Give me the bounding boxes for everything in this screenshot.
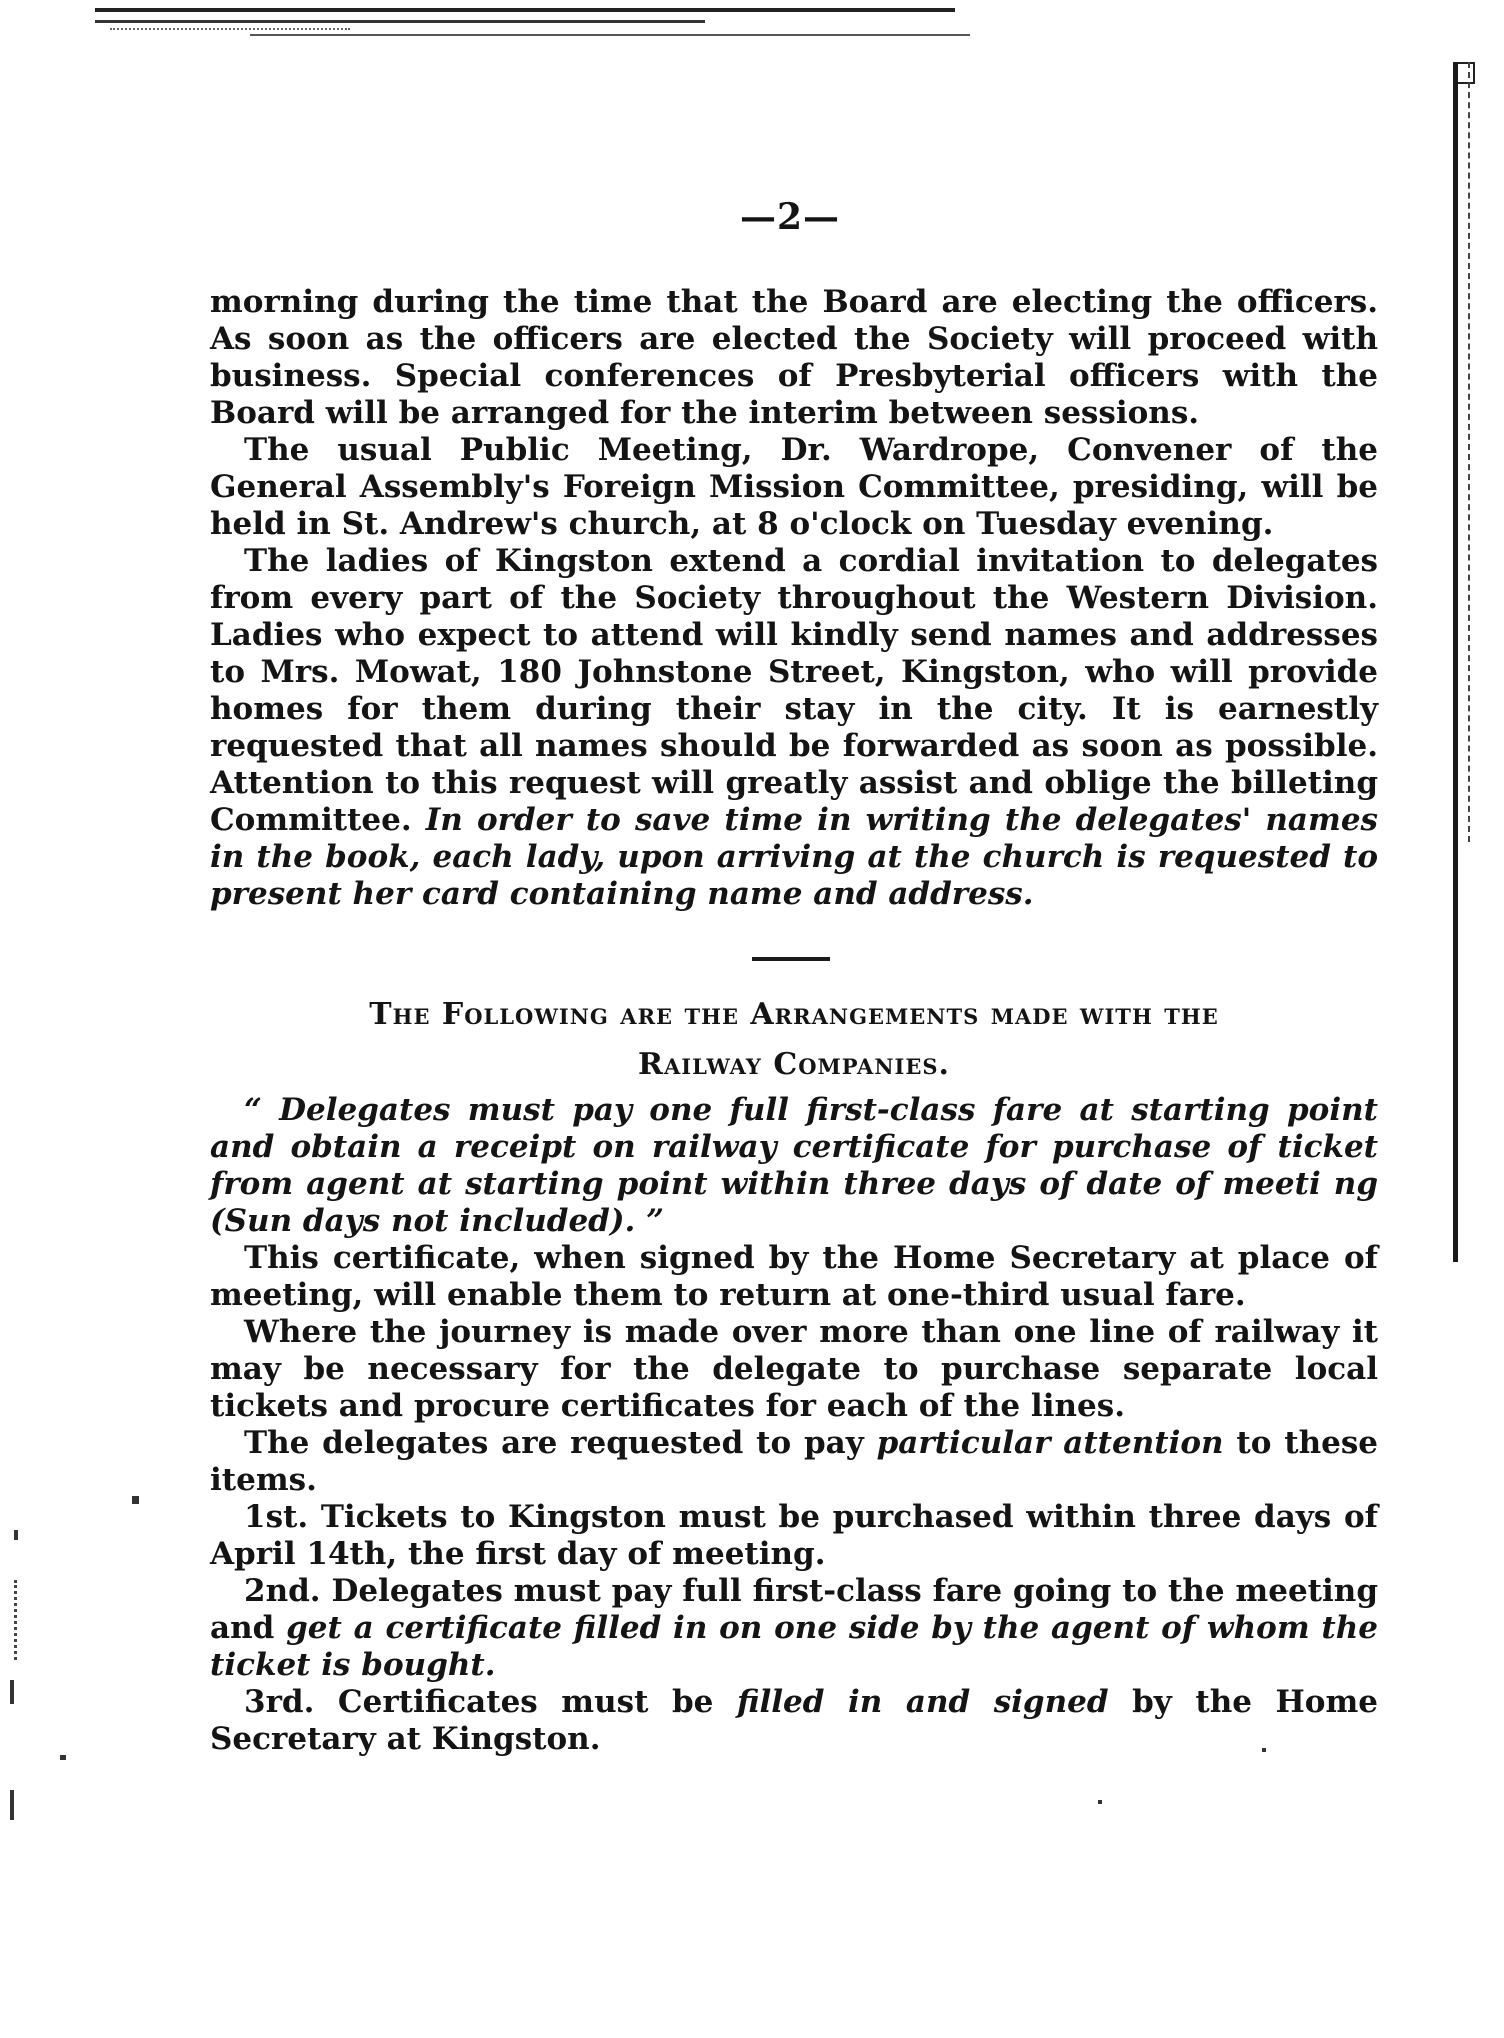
paragraph: morning during the time that the Board are electing the officers. As soon as the officers are elected the Society will proceed with business. Special conferences of Presbyterial officers with the Board will be arranged for the interim between sessions. <box>210 284 1378 431</box>
paragraph <box>210 1425 1378 1499</box>
margin-speck <box>14 1530 18 1540</box>
emphasis: filled in and signed <box>736 1684 1109 1720</box>
heading-line: The Following are the Arrangements made with the <box>369 997 1219 1032</box>
paragraph: The usual Public Meeting, Dr. Wardrope, Convener of the General Assembly's Foreign Mission Committee, presiding, will be held in St. Andrew's church, at 8 o'clock on Tuesday evening. <box>210 432 1378 542</box>
margin-speck <box>60 1755 66 1760</box>
margin-speck <box>132 1496 139 1504</box>
paragraph: This certificate, when signed by the Home Secretary at place of meeting, will enable them to return at one-third usual fare. <box>210 1240 1378 1313</box>
section-intro <box>210 284 1378 913</box>
section-railway <box>210 1092 1378 1758</box>
paragraph-text: The delegates are requested to pay <box>244 1425 864 1461</box>
paragraph-text: by the Home Secretary at Kingston. <box>210 1684 1378 1757</box>
right-margin-rule-dashed <box>1468 62 1472 842</box>
margin-speck <box>10 1790 14 1820</box>
top-rule <box>95 20 705 23</box>
paragraph <box>210 543 1378 913</box>
paragraph-text: 3rd. Certificates must be <box>244 1684 714 1720</box>
section-divider <box>752 957 830 961</box>
page-number: —2— <box>739 196 841 238</box>
paragraph-text: 2nd. Delegates must pay full first-class fare going to the meeting and <box>210 1573 1378 1646</box>
paragraph: Where the journey is made over more than one line of railway it may be necessary for the delegate to purchase separate local tickets and procure certificates for each of the lines. <box>210 1314 1378 1424</box>
top-rule <box>250 34 970 36</box>
emphasis: get a certificate filled in on one side by the agent of whom the ticket is bought. <box>210 1610 1378 1683</box>
quoted-notice: “ Delegates must pay one full first-class fare at starting point and obtain a receipt on railway certificate for purchase of ticket from agent at starting point within three days of date of meeti ng (Sun days not included). ” <box>210 1092 1378 1239</box>
paragraph-italic: In order to save time in writing the delegates' names in the book, each lady, upon arriving at the church is requested to present her card containing name and address. <box>210 802 1378 912</box>
right-margin-rule <box>1453 62 1458 1262</box>
margin-speck <box>1098 1800 1102 1804</box>
paragraph-text: The ladies of Kingston extend a cordial invitation to delegates from every part of the Society throughout the Western Division. Ladies who expect to attend will kindly send names and addresses to Mrs. Mowat, 180 Johnstone Street, Kingston, who will provide homes for them during their stay in the city. It is earnestly requested that all names should be forwarded as soon as possible. Attention to this request will greatly assist and oblige the billeting Committee. <box>210 543 1378 838</box>
margin-speck <box>14 1580 21 1660</box>
list-item-first: 1st. Tickets to Kingston must be purchased within three days of April 14th, the first day of meeting. <box>210 1499 1378 1572</box>
margin-speck <box>10 1680 14 1704</box>
margin-mark <box>1455 62 1475 84</box>
top-rule <box>95 8 955 12</box>
list-item-second <box>210 1573 1378 1684</box>
heading-line: Railway Companies. <box>638 1047 950 1082</box>
emphasis: particular attention <box>876 1425 1224 1461</box>
paragraph-text: to these items. <box>210 1425 1379 1498</box>
list-item-third <box>210 1684 1378 1758</box>
section-heading <box>210 990 1378 1090</box>
